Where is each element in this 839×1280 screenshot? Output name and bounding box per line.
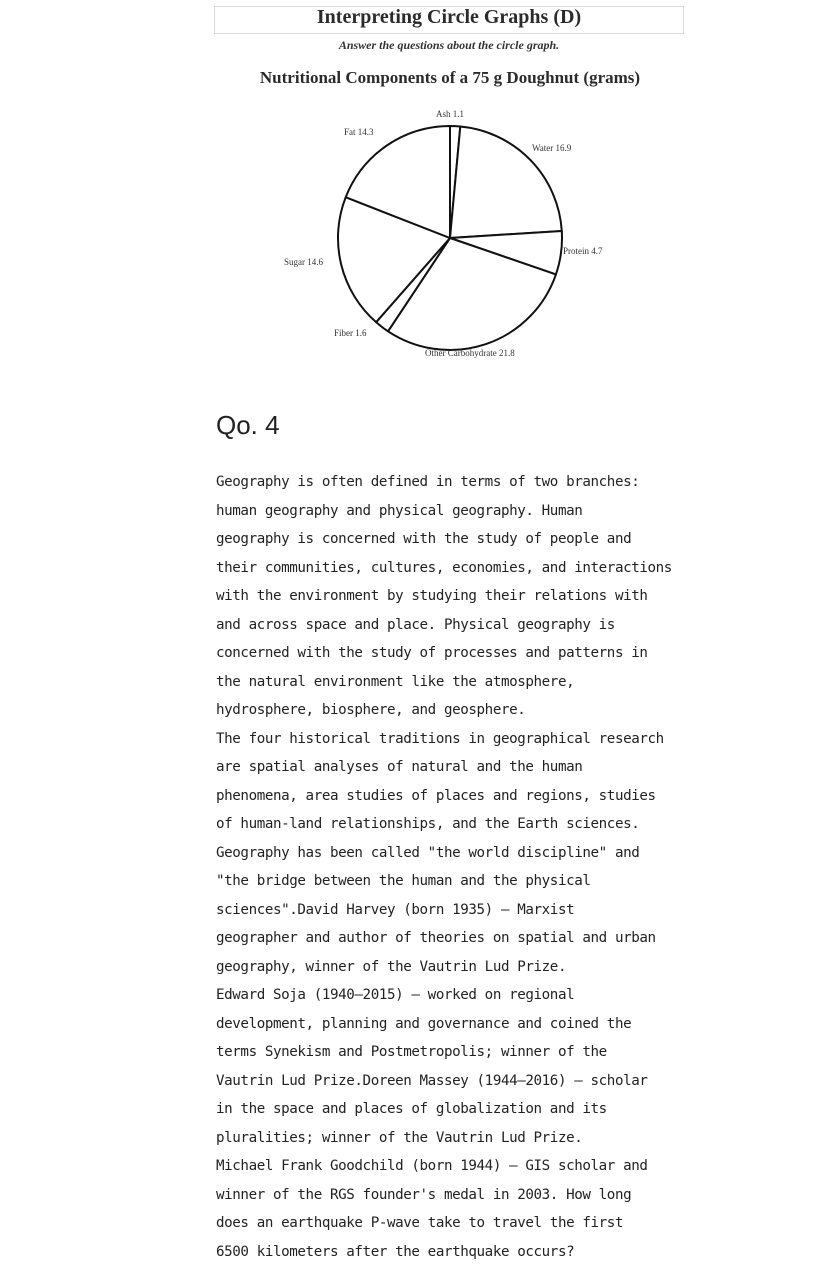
passage-line: pluralities; winner of the Vautrin Lud Prize.: [216, 1129, 583, 1146]
passage-line: The four historical traditions in geographical research: [216, 730, 664, 747]
passage-line: concerned with the study of processes and patterns in: [216, 645, 648, 661]
pie-label-sugar: Sugar 14.6: [284, 257, 323, 267]
passage-line: Vautrin Lud Prize.Doreen Massey (1944–2016) – scholar: [216, 1072, 648, 1089]
passage-line: Geography is often defined in terms of two branches:: [216, 474, 640, 490]
passage-line: Geography has been called "the world discipline" and: [216, 844, 640, 861]
passage-line: terms Synekism and Postmetropolis; winner of the: [216, 1044, 607, 1060]
passage-line: hydrosphere, biosphere, and geosphere.: [216, 702, 526, 718]
passage-line: phenomena, area studies of places and regions, studies: [216, 787, 656, 804]
passage-line: Michael Frank Goodchild (born 1944) – GIS scholar and: [216, 1158, 648, 1174]
passage-line: of human-land relationships, and the Earth sciences.: [216, 816, 640, 832]
pie-label-fat: Fat 14.3: [344, 127, 374, 137]
pie-label-ash: Ash 1.1: [436, 109, 465, 119]
passage-line: are spatial analyses of natural and the human: [216, 759, 583, 775]
chart-title: Nutritional Components of a 75 g Doughnut (grams): [259, 68, 641, 87]
passage-line: and across space and place. Physical geography is: [216, 616, 615, 633]
passage-line: "the bridge between the human and the physical: [216, 873, 591, 889]
passage-line: winner of the RGS founder's medal in 2003. How long: [216, 1186, 632, 1203]
passage-line: geographer and author of theories on spatial and urban: [216, 930, 656, 946]
passage-line: with the environment by studying their relations with: [216, 588, 648, 604]
pie-label-water: Water 16.9: [532, 143, 572, 153]
pie-chart: [260, 100, 640, 370]
passage-line: sciences".David Harvey (born 1935) – Marxist: [216, 901, 575, 918]
passage-line: in the space and places of globalization and its: [216, 1101, 607, 1117]
pie-label-other-carbohydrate: Other Carbohydrate 21.8: [425, 348, 515, 358]
pie-label-fiber: Fiber 1.6: [334, 328, 367, 338]
passage-line: human geography and physical geography. Human: [216, 502, 583, 519]
passage-line: 6500 kilometers after the earthquake occurs?: [216, 1243, 575, 1260]
worksheet-title: Interpreting Circle Graphs (D): [316, 6, 582, 28]
pie-label-protein: Protein 4.7: [563, 246, 603, 256]
passage-line: does an earthquake P-wave take to travel the first: [216, 1215, 624, 1231]
question-number: Qo. 4: [216, 410, 280, 440]
passage-line: Edward Soja (1940–2015) – worked on regional: [216, 987, 575, 1003]
passage-line: geography is concerned with the study of people and: [216, 531, 632, 547]
passage-line: geography, winner of the Vautrin Lud Prize.: [216, 958, 567, 975]
passage-line: development, planning and governance and coined the: [216, 1015, 632, 1032]
passage-line: the natural environment like the atmosphere,: [216, 673, 575, 690]
worksheet-subtitle: Answer the questions about the circle graph.: [338, 38, 560, 52]
question-passage: [216, 468, 696, 1266]
passage-line: their communities, cultures, economies, and interactions: [216, 559, 672, 576]
